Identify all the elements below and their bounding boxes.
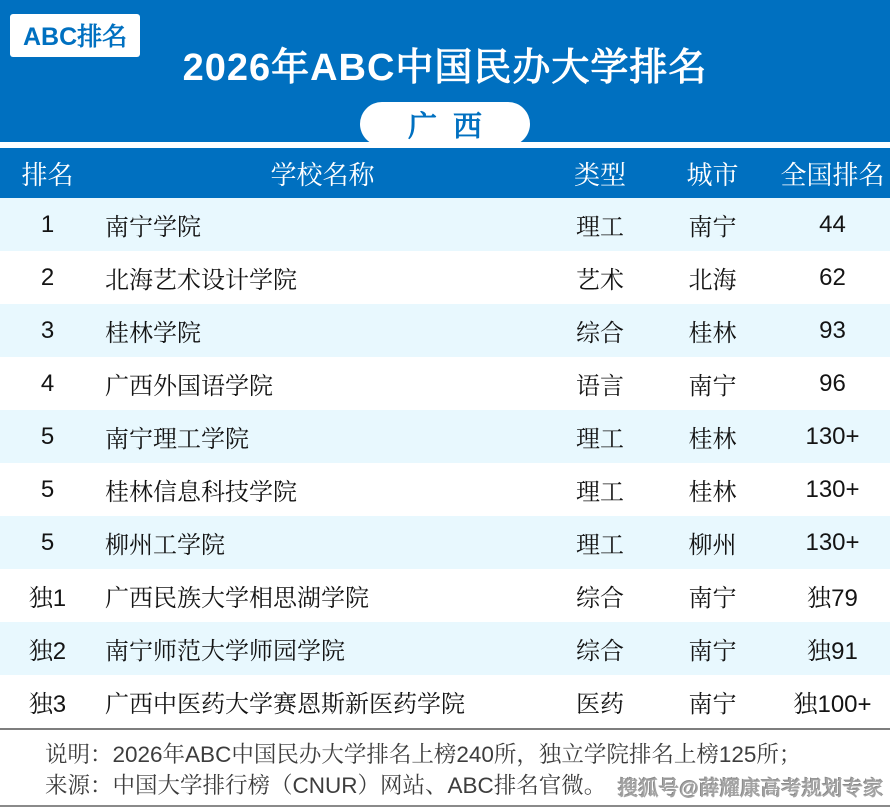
type-cell: 综合 [576,320,624,347]
city-cell: 南宁 [688,585,737,612]
abc-ranking-badge: ABC排名 [10,14,140,57]
national-rank-cell: 44 [819,210,846,238]
column-header-school: 学校名称 [270,159,375,190]
footer-note-line: 说明：2026年ABC中国民办大学排名上榜240所，独立学院排名上榜125所； [45,742,802,767]
rank-cell: 5 [40,475,55,503]
rank-cell: 5 [40,422,55,450]
table-row [0,198,890,251]
city-cell: 柳州 [688,532,737,559]
table-row [0,410,890,463]
school-cell: 桂林学院 [105,320,201,347]
type-cell: 理工 [576,214,624,241]
region-pill: 广西 [360,102,530,146]
footer-source-line: 来源：中国大学排行榜（CNUR）网站、ABC排名官微。 [45,773,607,798]
school-cell: 广西民族大学相思湖学院 [105,585,369,612]
national-rank-cell: 62 [819,263,846,291]
rank-cell: 4 [40,369,55,397]
rank-cell: 独2 [28,638,67,665]
school-cell: 柳州工学院 [105,532,225,559]
rank-cell: 2 [40,263,55,291]
rank-cell: 独3 [28,691,67,718]
national-rank-cell: 独91 [807,638,858,665]
city-cell: 北海 [688,267,737,294]
rank-cell: 独1 [28,585,67,612]
rank-cell: 3 [40,316,55,344]
table-header-row [0,148,890,198]
national-rank-cell: 独79 [807,585,858,612]
footer-notes [0,728,890,810]
school-cell: 北海艺术设计学院 [105,267,297,294]
type-cell: 综合 [576,585,624,612]
type-cell: 理工 [576,479,624,506]
header-banner [0,0,890,142]
rank-cell: 1 [40,210,55,238]
rank-cell: 5 [40,528,55,556]
table-row [0,357,890,410]
column-header-national-rank: 全国排名 [780,159,885,190]
type-cell: 理工 [576,426,624,453]
table-row [0,675,890,728]
national-rank-cell: 130+ [805,475,860,503]
type-cell: 综合 [576,638,624,665]
school-cell: 广西外国语学院 [105,373,273,400]
column-header-city: 城市 [686,159,739,190]
city-cell: 桂林 [688,479,737,506]
school-cell: 南宁师范大学师园学院 [105,638,345,665]
page-title: 2026年ABC中国民办大学排名 [182,47,708,89]
type-cell: 医药 [576,691,624,718]
sohu-watermark: 搜狐号@薛耀康高考规划专家 [617,778,884,800]
school-cell: 南宁学院 [105,214,201,241]
table-row [0,251,890,304]
table-row [0,463,890,516]
type-cell: 艺术 [576,267,624,294]
school-cell: 桂林信息科技学院 [105,479,297,506]
city-cell: 南宁 [688,214,737,241]
national-rank-cell: 130+ [805,422,860,450]
national-rank-cell: 93 [819,316,846,344]
city-cell: 桂林 [688,320,737,347]
school-cell: 广西中医药大学赛恩斯新医药学院 [105,691,465,718]
national-rank-cell: 130+ [805,528,860,556]
column-header-rank: 排名 [21,159,74,190]
school-cell: 南宁理工学院 [105,426,249,453]
table-row [0,622,890,675]
type-cell: 语言 [576,373,624,400]
city-cell: 南宁 [688,638,737,665]
city-cell: 桂林 [688,426,737,453]
bottom-divider [0,805,890,807]
column-header-type: 类型 [573,159,626,190]
table-row [0,516,890,569]
ranking-table [0,148,890,728]
table-row [0,304,890,357]
city-cell: 南宁 [688,691,737,718]
table-row [0,569,890,622]
type-cell: 理工 [576,532,624,559]
national-rank-cell: 96 [819,369,846,397]
city-cell: 南宁 [688,373,737,400]
national-rank-cell: 独100+ [793,691,872,718]
table-body [0,198,890,728]
